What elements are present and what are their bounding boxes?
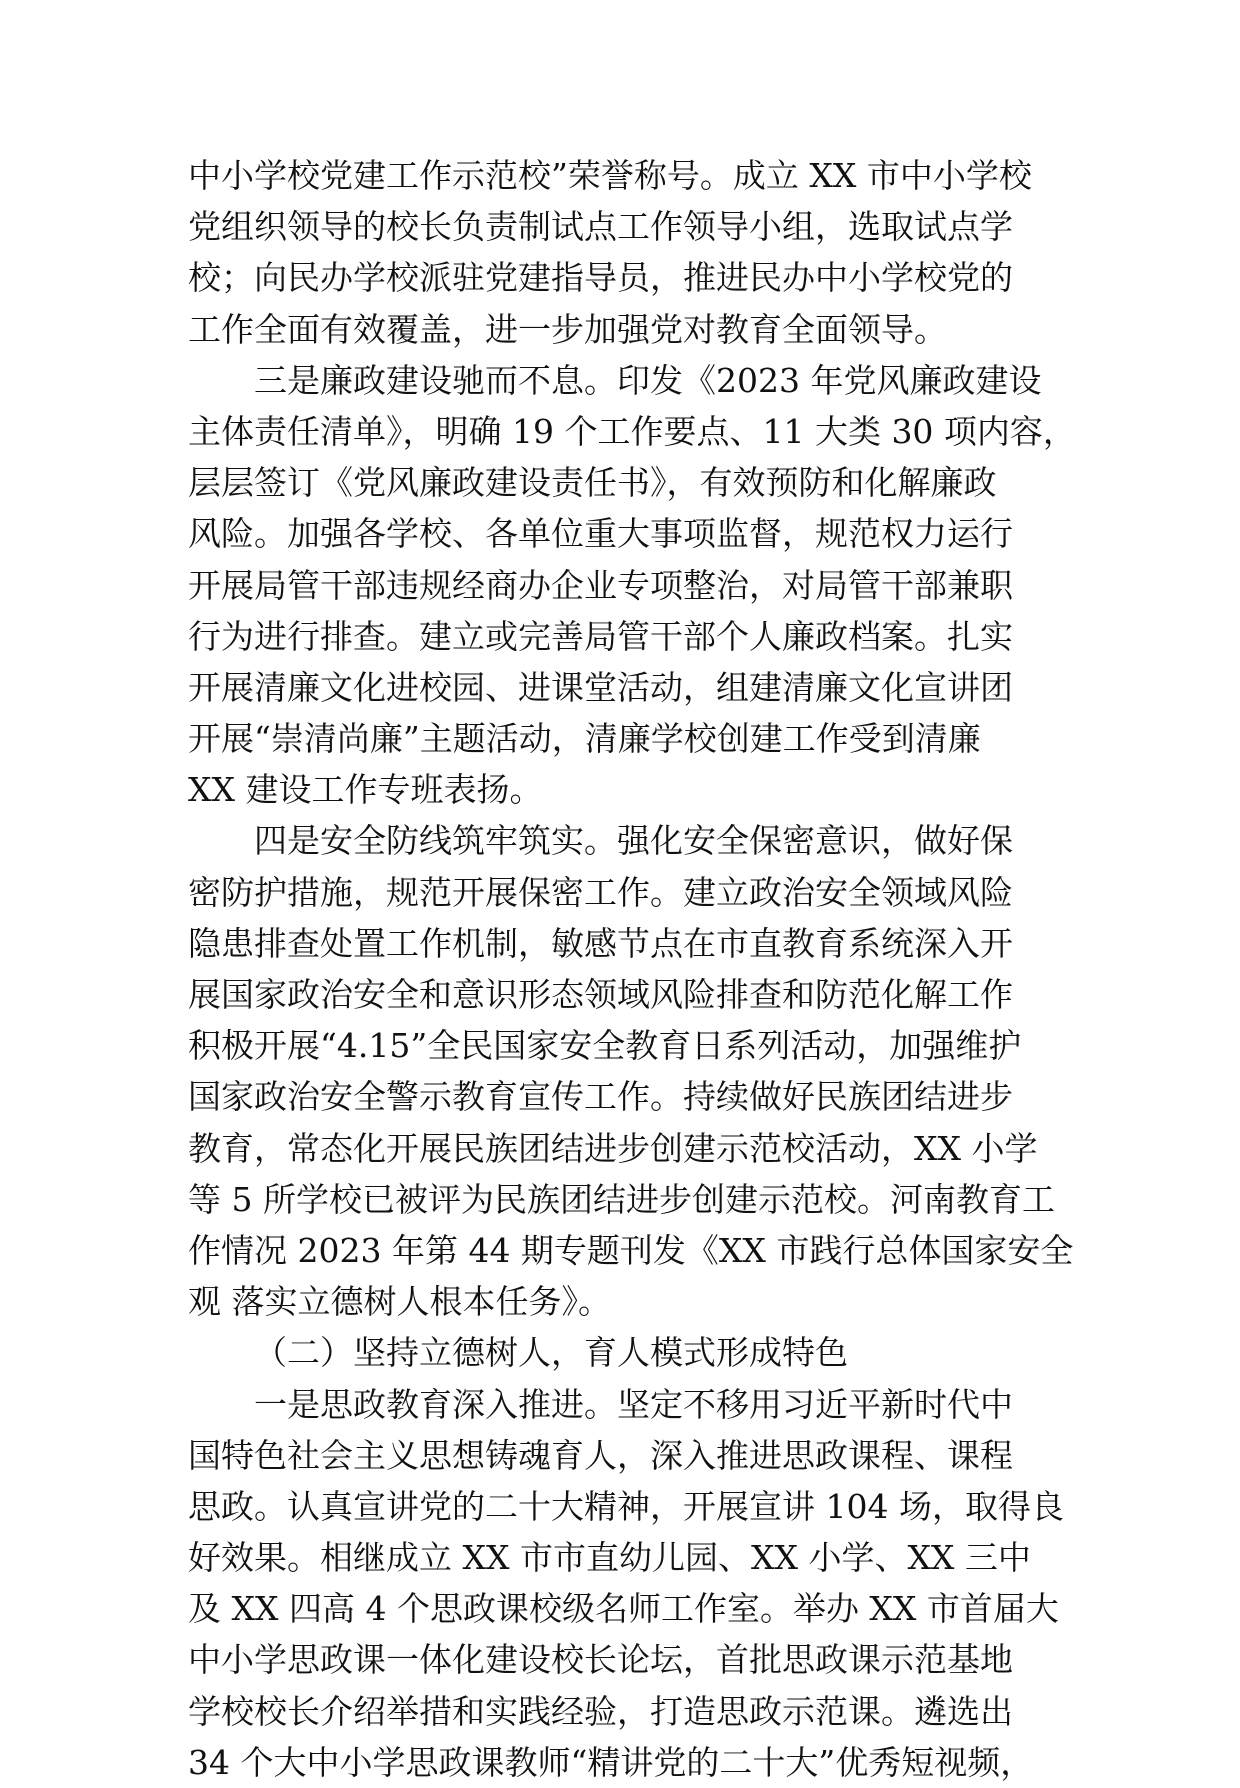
text-line: 教育，常态化开展民族团结进步创建示范校活动，XX 小学 [188, 1128, 1038, 1168]
text-line: 中小学思政课一体化建设校长论坛，首批思政课示范基地 [188, 1640, 1013, 1680]
text-line: 等 5 所学校已被评为民族团结进步创建示范校。河南教育工 [188, 1179, 1055, 1219]
text-line: 行为进行排查。建立或完善局管干部个人廉政档案。扎实 [188, 616, 1013, 656]
text-line: 开展“崇清尚廉”主题活动，清廉学校创建工作受到清廉 [188, 719, 981, 759]
text-line: 开展清廉文化进校园、进课堂活动，组建清廉文化宣讲团 [188, 667, 1013, 707]
text-line: 隐患排查处置工作机制，敏感节点在市直教育系统深入开 [188, 923, 1013, 963]
text-line: 校；向民办学校派驻党建指导员，推进民办中小学校党的 [188, 258, 1013, 298]
text-line: 学校校长介绍举措和实践经验，打造思政示范课。遴选出 [188, 1691, 1013, 1731]
document-body [188, 150, 1088, 1788]
text-line: 密防护措施，规范开展保密工作。建立政治安全领域风险 [188, 872, 1013, 912]
text-line: XX 建设工作专班表扬。 [188, 770, 543, 810]
text-line: 好效果。相继成立 XX 市市直幼儿园、XX 小学、XX 三中 [188, 1538, 1031, 1578]
text-line: 党组织领导的校长负责制试点工作领导小组，选取试点学 [188, 207, 1013, 247]
text-line: 34 个大中小学思政课教师“精讲党的二十大”优秀短视频， [188, 1742, 1034, 1782]
text-line: 国家政治安全警示教育宣传工作。持续做好民族团结进步 [188, 1077, 1013, 1117]
text-line: （二）坚持立德树人，育人模式形成特色 [254, 1333, 848, 1373]
text-line: 观 落实立德树人根本任务》。 [188, 1282, 611, 1322]
text-line: 风险。加强各学校、各单位重大事项监督，规范权力运行 [188, 514, 1013, 554]
text-line: 思政。认真宣讲党的二十大精神，开展宣讲 104 场，取得良 [188, 1486, 1064, 1526]
text-line: 积极开展“4.15”全民国家安全教育日系列活动，加强维护 [188, 1026, 1022, 1066]
text-line: 层层签订《党风廉政建设责任书》，有效预防和化解廉政 [188, 463, 997, 503]
text-line: 一是思政教育深入推进。坚定不移用习近平新时代中 [254, 1384, 1013, 1424]
text-line: 展国家政治安全和意识形态领域风险排查和防范化解工作 [188, 975, 1013, 1014]
text-line: 国特色社会主义思想铸魂育人，深入推进思政课程、课程 [188, 1435, 1013, 1475]
text-line: 三是廉政建设驰而不息。印发《2023 年党风廉政建设 [254, 360, 1042, 400]
text-line: 作情况 2023 年第 44 期专题刊发《XX 市践行总体国家安全 [188, 1230, 1074, 1270]
text-line: 工作全面有效覆盖，进一步加强党对教育全面领导。 [188, 309, 947, 349]
text-line: 中小学校党建工作示范校”荣誉称号。成立 XX 市中小学校 [188, 156, 1032, 195]
text-line: 四是安全防线筑牢筑实。强化安全保密意识，做好保 [254, 821, 1013, 861]
text-line: 主体责任清单》，明确 19 个工作要点、11 大类 30 项内容， [188, 411, 1076, 451]
text-line: 开展局管干部违规经商办企业专项整治，对局管干部兼职 [188, 565, 1013, 605]
text-line: 及 XX 四高 4 个思政课校级名师工作室。举办 XX 市首届大 [188, 1589, 1059, 1629]
